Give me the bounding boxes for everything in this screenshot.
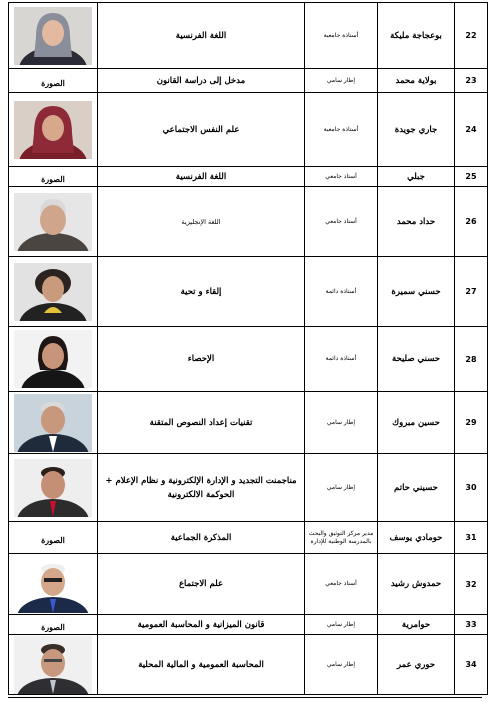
instructor-role: إطار سامي	[305, 454, 378, 522]
instructor-role: أستاذة دائمة	[305, 327, 378, 392]
photo-cell	[9, 392, 98, 454]
portrait-photo	[14, 7, 92, 65]
subject-cell: تقنيات إعداد النصوص المتقنة	[98, 392, 305, 454]
photo-placeholder-label: الصورة	[41, 174, 65, 184]
photo-cell	[9, 522, 98, 554]
row-number: 32	[455, 554, 488, 615]
instructor-table	[8, 2, 488, 695]
instructor-role: أستاذة جامعية	[305, 3, 378, 69]
instructor-name: حسين مبروك	[378, 392, 455, 454]
subject-cell: علم الاجتماع	[98, 554, 305, 615]
photo-cell	[9, 167, 98, 187]
portrait-photo	[14, 263, 92, 321]
instructor-role: أستاذ جامعي	[305, 554, 378, 615]
photo-placeholder-label: الصورة	[41, 622, 65, 632]
row-number: 34	[455, 635, 488, 695]
table-row	[9, 327, 488, 392]
table-row	[9, 93, 488, 167]
table-row	[9, 522, 488, 554]
subject-cell: قانون الميزانية و المحاسبة العمومية	[98, 615, 305, 635]
table-row	[9, 392, 488, 454]
portrait-photo	[14, 330, 92, 388]
row-number: 26	[455, 187, 488, 257]
photo-cell	[9, 554, 98, 615]
portrait-photo	[14, 459, 92, 517]
instructor-name: جاري جويدة	[378, 93, 455, 167]
row-number: 30	[455, 454, 488, 522]
row-number: 29	[455, 392, 488, 454]
instructor-name: حسني سميرة	[378, 257, 455, 327]
table-row	[9, 554, 488, 615]
instructor-name: حوري عمر	[378, 635, 455, 695]
instructor-name: بولاية محمد	[378, 69, 455, 93]
photo-cell	[9, 187, 98, 257]
instructor-role: إطار سامي	[305, 69, 378, 93]
subject-cell: الإحصاء	[98, 327, 305, 392]
row-number: 33	[455, 615, 488, 635]
photo-cell	[9, 635, 98, 695]
subject-cell: المذكرة الجماعية	[98, 522, 305, 554]
instructor-name: حسيني حاتم	[378, 454, 455, 522]
instructor-role: أستاذ جامعي	[305, 167, 378, 187]
portrait-photo	[14, 394, 92, 452]
table-row	[9, 257, 488, 327]
instructor-role: أستاذة جامعية	[305, 93, 378, 167]
table-row	[9, 454, 488, 522]
row-number: 25	[455, 167, 488, 187]
photo-cell	[9, 454, 98, 522]
portrait-photo	[14, 101, 92, 159]
instructor-name: جبلي	[378, 167, 455, 187]
subject-cell: إلقاء و تحية	[98, 257, 305, 327]
table-row	[9, 167, 488, 187]
photo-cell	[9, 3, 98, 69]
instructor-name: حداد محمد	[378, 187, 455, 257]
instructor-name: حوامرية	[378, 615, 455, 635]
subject-cell: اللغة الفرنسية	[98, 167, 305, 187]
instructor-name: حسني صليحة	[378, 327, 455, 392]
instructor-name: بوعجاجة مليكة	[378, 3, 455, 69]
photo-cell	[9, 257, 98, 327]
photo-placeholder-label: الصورة	[41, 535, 65, 545]
row-number: 28	[455, 327, 488, 392]
table-row	[9, 187, 488, 257]
instructor-role: أستاذة دائمة	[305, 257, 378, 327]
instructor-role: مدير مركز التوثيق والبحث بالمدرسة الوطنية للإدارة	[305, 522, 378, 554]
subject-cell: اللغة الفرنسية	[98, 3, 305, 69]
row-number: 24	[455, 93, 488, 167]
table-row	[9, 615, 488, 635]
portrait-photo	[14, 193, 92, 251]
instructor-name: حمدوش رشيد	[378, 554, 455, 615]
photo-cell	[9, 327, 98, 392]
table-row	[9, 3, 488, 69]
portrait-photo	[14, 636, 92, 694]
instructor-role: إطار سامي	[305, 392, 378, 454]
subject-cell: مناجمنت التجديد و الإدارة الإلكترونية و نظام الإعلام + الحوكمة الالكترونية	[98, 454, 305, 522]
row-number: 22	[455, 3, 488, 69]
row-number: 23	[455, 69, 488, 93]
instructor-role: أستاذ جامعي	[305, 187, 378, 257]
subject-cell: المحاسبة العمومية و المالية المحلية	[98, 635, 305, 695]
photo-placeholder-label: الصورة	[41, 78, 65, 88]
table-row	[9, 635, 488, 695]
row-number: 27	[455, 257, 488, 327]
photo-cell	[9, 93, 98, 167]
instructor-role: إطار سامي	[305, 615, 378, 635]
row-number: 31	[455, 522, 488, 554]
instructor-name: حومادي يوسف	[378, 522, 455, 554]
portrait-photo	[14, 555, 92, 613]
subject-cell: اللغة الإنجليزية	[98, 187, 305, 257]
table-row	[9, 69, 488, 93]
photo-cell	[9, 615, 98, 635]
photo-cell	[9, 69, 98, 93]
subject-cell: علم النفس الاجتماعي	[98, 93, 305, 167]
bottom-rule	[8, 697, 482, 698]
instructor-role: إطار سامي	[305, 635, 378, 695]
subject-cell: مدخل إلى دراسة القانون	[98, 69, 305, 93]
